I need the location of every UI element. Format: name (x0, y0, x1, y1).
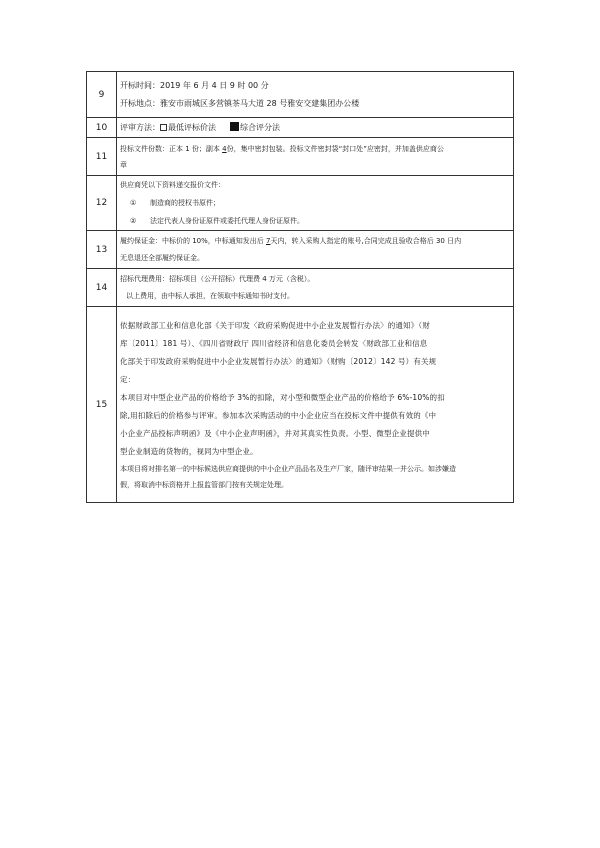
row-content (117, 118, 514, 138)
agency-fee-line: 招标代理费用：招标项目（公开招标）代理费 4 万元（含税）。 (120, 274, 315, 283)
sme-policy-line: 定： (120, 374, 136, 384)
item-text: 制造商的授权书原件； (150, 199, 220, 207)
row-content (117, 72, 514, 118)
row-content (117, 138, 514, 176)
checked-box-icon (230, 122, 239, 131)
option-lowest-price: 最低评标价法 (168, 122, 216, 132)
required-docs-intro: 供应商凭以下资料递交报价文件： (120, 181, 225, 189)
row-content (117, 176, 514, 231)
row-number: 11 (87, 138, 117, 176)
sme-policy-line: 依据财政部工业和信息化部《关于印发〈政府采购促进中小企业发展暂行办法〉的通知》（财 (120, 320, 430, 330)
row-number: 13 (87, 231, 117, 269)
item-marker: ① (130, 199, 137, 207)
row-content (117, 231, 514, 269)
evaluation-method (120, 120, 510, 136)
bid-copies-line-2: 章 (120, 160, 127, 169)
performance-bond-line (120, 233, 510, 250)
table-row-14 (87, 269, 514, 307)
sme-note-line: 假，将取消中标资格并上报监管部门按有关规定处理。 (120, 480, 288, 489)
bid-opening-time: 开标时间：2019 年 6 月 4 日 9 时 00 分 (120, 80, 269, 90)
option-comprehensive: 综合评分法 (240, 122, 280, 132)
row-number: 15 (87, 307, 117, 503)
evaluation-method-label: 评审方法： (120, 122, 160, 132)
table-row-10 (87, 118, 514, 138)
tender-info-table (86, 71, 514, 503)
table-row-9 (87, 72, 514, 118)
performance-bond-text: 履约保证金：中标价的 10%，中标通知发出后 (120, 236, 264, 245)
sme-policy-line: 除,用扣除后的价格参与评审。参加本次采购活动的中小企业应当在投标文件中提供有效的《中 (120, 410, 437, 420)
table-row-15 (87, 307, 514, 503)
bid-copies-line (120, 141, 510, 157)
required-doc-item (120, 212, 510, 230)
item-marker: ② (130, 217, 137, 225)
sme-policy-line: 型企业制造的货物的，视同为中型企业。 (120, 446, 258, 456)
row-number: 10 (87, 118, 117, 138)
row-number: 12 (87, 176, 117, 231)
sme-note-line: 本项目将对排名第一的中标候选供应商提供的中小企业产品品名及生产厂家，随评审结果一并公示。如涉嫌造 (120, 464, 456, 473)
sme-policy-line: 化部关于印发政府采购促进中小企业发展暂行办法〉的通知》（财购〔2012〕142 号）有关规 (120, 356, 437, 366)
row-content (117, 307, 514, 503)
performance-bond-text-cont: 天内，转入采购人指定的账号,合同完成且验收合格后 30 日内 (270, 236, 462, 245)
sme-policy-line: 库〔2011〕181 号）、《四川省财政厅 四川省经济和信息化委员会转发〈财政部工业和信息 (120, 338, 428, 348)
sme-policy-line: 小企业产品投标声明函》及《中小企业声明函》，并对其真实性负责。小型、微型企业提供中 (120, 428, 430, 438)
unchecked-box-icon (160, 124, 167, 131)
bid-copies-text-cont: 份，集中密封包装。投标文件密封袋“封口处”应密封，并加盖供应商公 (226, 144, 444, 153)
item-text: 法定代表人身份证原件或委托代理人身份证原件。 (150, 217, 304, 225)
performance-bond-line-2: 无息退还全部履约保证金。 (120, 253, 204, 262)
sme-policy-line: 本项目对中型企业产品的价格给予 3%的扣除，对小型和微型企业产品的价格给予 6%-10%的扣 (120, 392, 445, 402)
bid-copies-text: 投标文件份数：正本 1 份；副本 (120, 144, 220, 153)
row-content (117, 269, 514, 307)
row-number: 9 (87, 72, 117, 118)
required-doc-item (120, 194, 510, 212)
copies-count: 4 (222, 144, 227, 153)
agency-fee-payer-line: 以上费用，由中标人承担，在领取中标通知书时支付。 (126, 291, 294, 300)
table-row-12 (87, 176, 514, 231)
table-row-13 (87, 231, 514, 269)
bond-days: 7 (266, 236, 271, 245)
row-number: 14 (87, 269, 117, 307)
table-row-11 (87, 138, 514, 176)
bid-opening-location: 开标地点：雅安市雨城区多营镇茶马大道 28 号雅安交建集团办公楼 (120, 98, 360, 108)
